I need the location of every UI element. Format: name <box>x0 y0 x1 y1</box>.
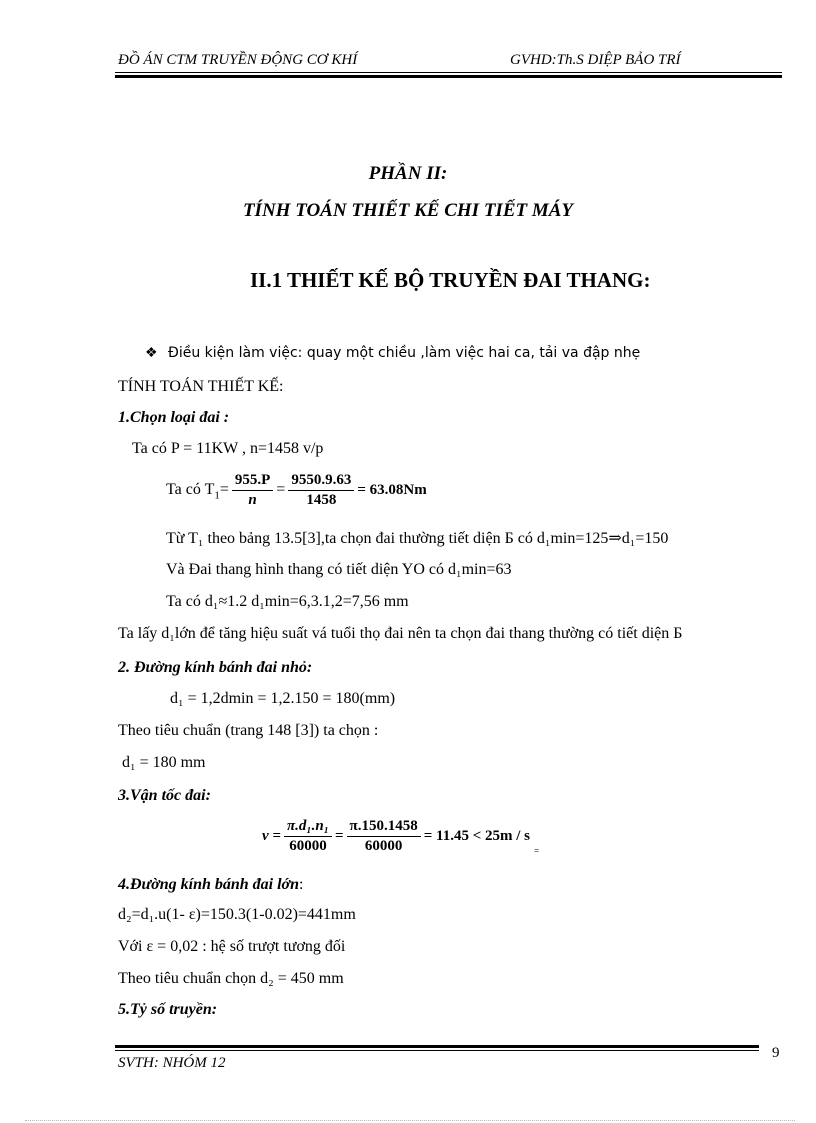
t1-num2: 9550.9.63 <box>288 472 354 491</box>
v-fraction-1 <box>284 818 332 855</box>
s1-line6: Ta lấy d₁lớn để tăng hiệu suất vá tuổi thọ đai nên ta chọn đai thang thường có tiết diện Б <box>118 625 683 642</box>
t1-fraction-1 <box>232 472 273 509</box>
v-num2: π.150.1458 <box>347 818 421 837</box>
footer-left: SVTH: NHÓM 12 <box>118 1055 226 1071</box>
header-rule-thin <box>115 72 782 73</box>
diamond-bullet-icon: ❖ <box>145 346 158 361</box>
t1-prefix: Ta có T <box>166 481 215 499</box>
s2-line2: Theo tiêu chuẩn (trang 148 [3]) ta chọn : <box>118 722 379 739</box>
header-right: GVHD:Th.S DIỆP BẢO TRÍ <box>510 52 681 68</box>
s4-heading-tail: : <box>299 876 304 893</box>
v-den1: 60000 <box>289 838 327 854</box>
s4-line2: Với ε = 0,02 : hệ số trượt tương đối <box>118 938 346 955</box>
header-left: ĐỒ ÁN CTM TRUYỀN ĐỘNG CƠ KHÍ <box>118 52 358 68</box>
s1-line4: Và Đai thang hình thang có tiết diện YO có d₁min=63 <box>166 561 512 578</box>
s4-heading-wrap <box>118 876 304 894</box>
t1-fraction-2 <box>288 472 354 509</box>
v-fraction-2 <box>347 818 421 855</box>
page-bottom-divider <box>25 1120 795 1121</box>
s2-heading: 2. Đường kính bánh đai nhỏ: <box>118 659 313 676</box>
s3-heading: 3.Vận tốc đai: <box>118 787 211 804</box>
section-title: II.1 THIẾT KẾ BỘ TRUYỀN ĐAI THANG: <box>250 268 651 292</box>
t1-num1: 955.P <box>232 472 273 491</box>
s1-line3: Từ T₁ theo bảng 13.5[3],ta chọn đai thường tiết diện Б có d₁min=125⇒d₁=150 <box>166 530 669 547</box>
v-lhs: v = <box>262 827 281 844</box>
footer-rule-thin <box>115 1050 759 1051</box>
s4-line1: d₂=d₁.u(1- ε)=150.3(1-0.02)=441mm <box>118 906 356 923</box>
s1-given: Ta có P = 11KW , n=1458 v/p <box>132 440 324 457</box>
t1-equation: Ta có $T_1=$ $\frac{955.P}{n}$ = $\frac{9550.9.63}{1458}$ = 63.08Nm <box>166 472 427 508</box>
part-title: PHẦN II: <box>368 163 448 184</box>
s4-heading: 4.Đường kính bánh đai lớn <box>118 876 300 893</box>
t1-den2: 1458 <box>306 492 337 508</box>
s2-line3: d₁ = 180 mm <box>122 754 206 771</box>
v-result: = 11.45 < 25m / s <box>423 827 531 844</box>
v-den2: 60000 <box>364 838 403 854</box>
t1-result: = 63.08Nm <box>357 482 427 499</box>
calc-heading: TÍNH TOÁN THIẾT KẾ: <box>118 378 284 395</box>
v-tail: = <box>534 845 540 856</box>
header-rule-thick <box>115 75 782 78</box>
footer-rule-thick <box>115 1045 759 1048</box>
part-subtitle: TÍNH TOÁN THIẾT KẾ CHI TIẾT MÁY <box>242 200 574 221</box>
v-num1: π.d₁.n₁ <box>284 818 332 837</box>
s1-heading: 1.Chọn loại đai : <box>118 409 230 426</box>
velocity-equation: v = $\frac{\text{π.d₁.n₁}}{60000}$ = $\frac{\pi.150.1458}{60000}$ = $11.45 < 25m / s_=$ <box>262 818 540 856</box>
s4-line3: Theo tiêu chuẩn chọn d₂ = 450 mm <box>118 970 344 987</box>
s1-line5: Ta có d₁≈1.2 d₁min=6,3.1,2=7,56 mm <box>166 593 409 610</box>
t1-den1: n <box>248 492 257 508</box>
page-number: 9 <box>772 1045 780 1061</box>
working-conditions: Điều kiện làm việc: quay một chiều ,làm việc hai ca, tải va đập nhẹ <box>168 345 641 361</box>
s5-heading: 5.Tỷ số truyền: <box>118 1001 218 1018</box>
s2-line1: d₁ = 1,2dmin = 1,2.150 = 180(mm) <box>170 690 396 707</box>
